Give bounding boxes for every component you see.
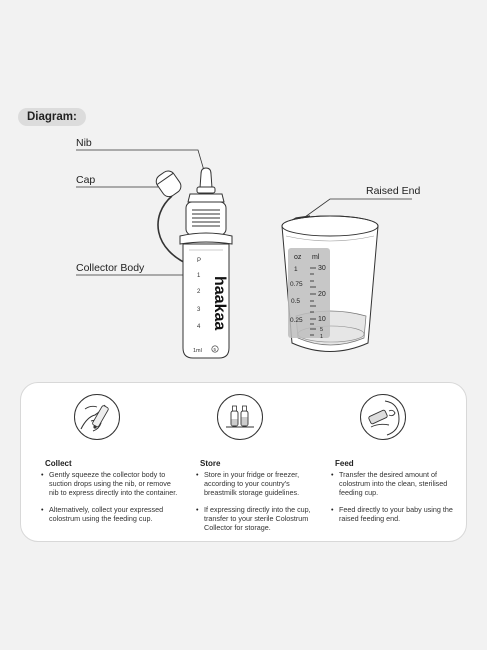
hand-squeeze-icon	[73, 393, 121, 441]
cup-oz-mark: 1	[294, 266, 298, 273]
step-bullet: • Gently squeeze the collector body to suction drops using the nib, or remove nib to express directly into the container.	[41, 470, 181, 498]
leader-line-nib	[76, 150, 205, 174]
cup-ml-mark: 20	[318, 291, 326, 298]
collector-mark: 4	[197, 324, 201, 330]
step-list-collect	[41, 470, 181, 530]
cup-ml-mark: 10	[318, 316, 326, 323]
collector-bottom-text: 1ml	[193, 348, 202, 354]
cup-ml-mark: 5	[320, 327, 324, 333]
collector-mark: P	[197, 258, 202, 264]
label-cap: Cap	[76, 174, 96, 186]
collector-mark: 1	[197, 273, 201, 279]
step-list-feed	[331, 470, 453, 530]
cup-oz-mark: 0.75	[290, 281, 303, 288]
cup-unit-ml: ml	[312, 254, 320, 261]
step-bullet: • If expressing directly into the cup, transfer to your sterile Colostrum Collector for storage.	[196, 505, 316, 533]
step-title-store: Store	[200, 459, 221, 468]
baby-feeding-icon	[359, 393, 407, 441]
step-bullet: • Feed directly to your baby using the raised feeding end.	[331, 505, 453, 523]
step-bullet: • Transfer the desired amount of colostrum into the clean, sterilised feeding cup.	[331, 470, 453, 498]
collector-recycle-mark: 5	[213, 347, 217, 352]
label-raised-end: Raised End	[366, 185, 421, 197]
cup-ml-mark: 30	[318, 265, 326, 272]
step-bullet: • Alternatively, collect your expressed colostrum using the feeding cup.	[41, 505, 181, 523]
step-title-feed: Feed	[335, 459, 354, 468]
cup-unit-oz: oz	[294, 254, 302, 261]
cap-shape	[153, 168, 183, 199]
cup-ml-mark: 1	[320, 334, 324, 340]
step-bullet: • Store in your fridge or freezer, according to your country's breastmilk storage guidelines.	[196, 470, 316, 498]
cup-oz-mark: 0.25	[290, 317, 303, 324]
diagram-heading: Diagram:	[18, 108, 86, 126]
collector-mark: 2	[197, 289, 201, 295]
fridge-storage-icon	[216, 393, 264, 441]
collector-brand: haakaa	[211, 276, 228, 331]
label-collector-body: Collector Body	[76, 262, 145, 274]
step-title-collect: Collect	[45, 459, 72, 468]
nib-shape	[200, 168, 212, 188]
collector-mark: 3	[197, 307, 201, 313]
instructions-card	[20, 382, 467, 542]
label-nib: Nib	[76, 137, 92, 149]
step-list-store	[196, 470, 316, 539]
cup-oz-mark: 0.5	[291, 298, 301, 305]
